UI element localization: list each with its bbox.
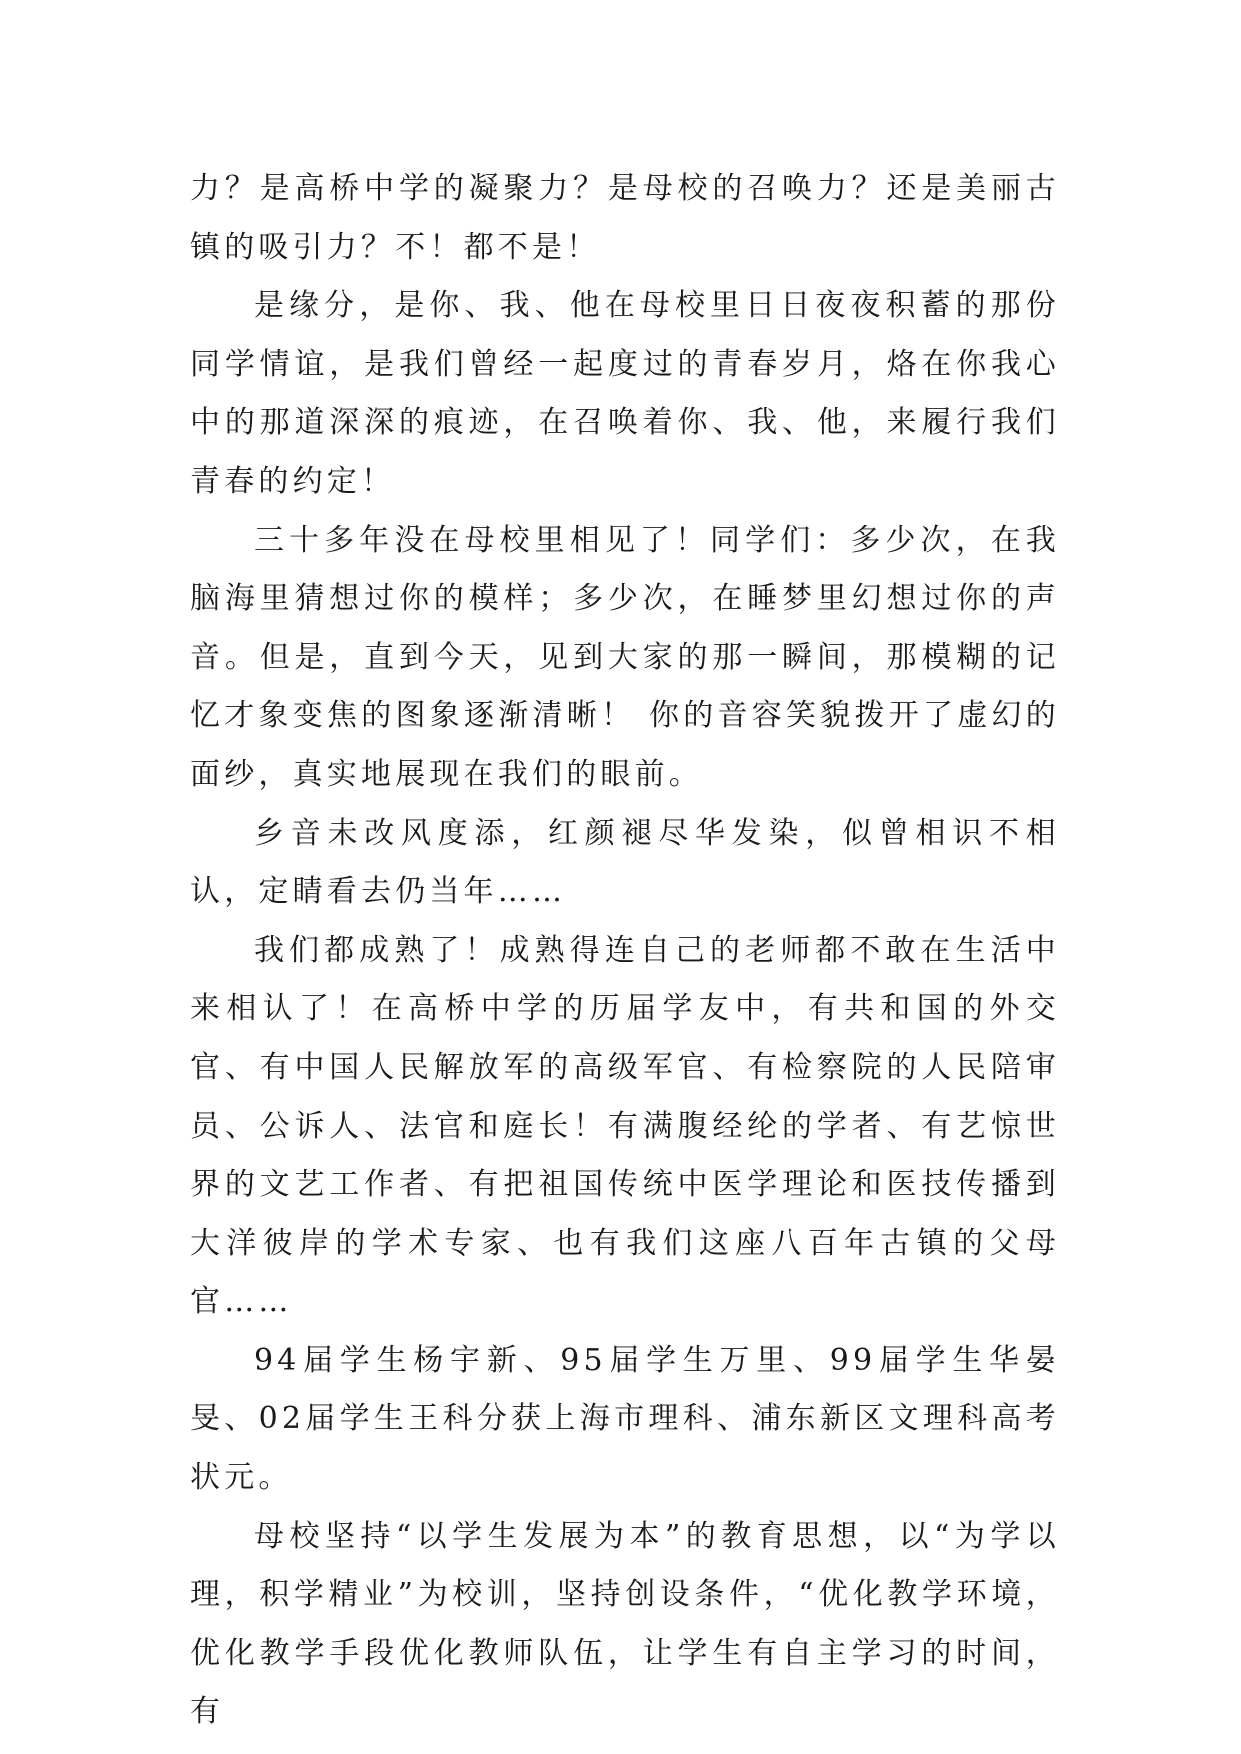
paragraph: 三十多年没在母校里相见了！同学们：多少次，在我脑海里猜想过你的模样；多少次，在睡梦里幻想过你的声音。但是，直到今天，见到大家的那一瞬间，那模糊的记忆才象变焦的图象逐渐清晰！ 你的音容笑貌拨开了虚幻的面纱，真实地展现在我们的眼前。 (190, 522, 1060, 792)
paragraph: 力？是高桥中学的凝聚力？是母校的召唤力？还是美丽古镇的吸引力？不！都不是！ (190, 171, 1060, 265)
paragraph: 我们都成熟了！成熟得连自己的老师都不敢在生活中来相认了！在高桥中学的历届学友中，有共和国的外交官、有中国人民解放军的高级军官、有检察院的人民陪审员、公诉人、法官和庭长！有满腹经纶的学者、有艺惊世界的文艺工作者、有把祖国传统中医学理论和医技传播到大洋彼岸的学术专家、也有我们这座八百年古镇的父母官…… (190, 932, 1060, 1320)
paragraph: 母校坚持“以学生发展为本”的教育思想，以“为学以理，积学精业”为校训，坚持创设条件，“优化教学环境，优化教学手段优化教师队伍，让学生有自主学习的时间，有 (190, 1518, 1060, 1730)
document-body (190, 160, 1060, 1742)
paragraph: 是缘分，是你、我、他在母校里日日夜夜积蓄的那份同学情谊，是我们曾经一起度过的青春岁月，烙在你我心中的那道深深的痕迹，在召唤着你、我、他，来履行我们青春的约定！ (190, 288, 1060, 499)
paragraph: 乡音未改风度添，红颜褪尽华发染，似曾相识不相认，定睛看去仍当年…… (190, 815, 1060, 910)
paragraph: 94届学生杨宇新、95届学生万里、99届学生华晏旻、02届学生王科分获上海市理科、浦东新区文理科高考状元。 (190, 1342, 1060, 1496)
